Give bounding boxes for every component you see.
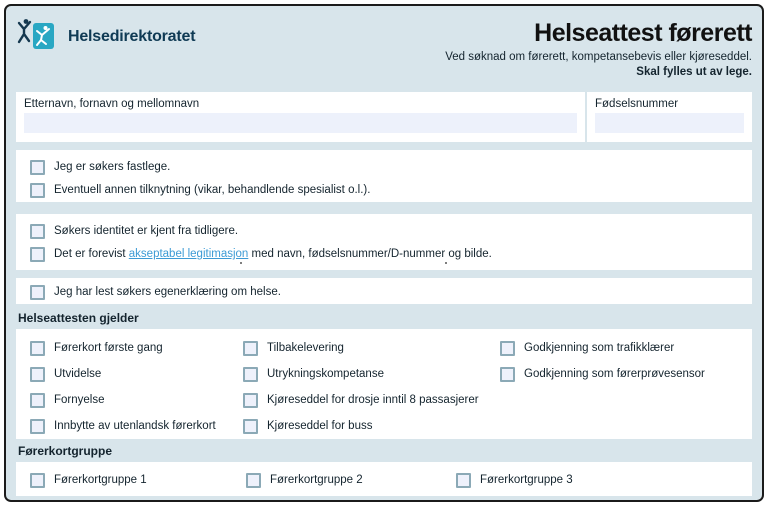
brand: [16, 18, 195, 55]
form-header: [16, 6, 752, 92]
checkbox-row: [16, 282, 752, 302]
checkbox-utrykningskompetanse[interactable]: [243, 367, 258, 382]
checkbox-forerkortgruppe-3[interactable]: [456, 473, 471, 488]
title-block: [445, 18, 752, 79]
checkbox-label: Innbytte av utenlandsk førerkort: [54, 420, 216, 432]
checkbox-kjoreseddel-drosje[interactable]: [243, 393, 258, 408]
checkbox-label: Førerkortgruppe 3: [480, 474, 573, 486]
checkbox-row: [243, 361, 500, 387]
applies-column-2: [243, 335, 500, 439]
name-section: [16, 92, 752, 142]
name-input[interactable]: [24, 113, 577, 133]
brand-name: Helsedirektoratet: [68, 27, 196, 45]
checkbox-label: Godkjenning som førerprøvesensor: [524, 368, 705, 380]
checkbox-row: [16, 244, 752, 264]
checkbox-forerkort-forste-gang[interactable]: [30, 341, 45, 356]
checkbox-label: Kjøreseddel for buss: [267, 420, 373, 432]
checkbox-fastlege[interactable]: [30, 160, 45, 175]
checkbox-row: [456, 470, 752, 490]
checkbox-label: Utvidelse: [54, 368, 102, 380]
fodselsnummer-cell: [587, 92, 752, 142]
checkbox-label: Eventuell annen tilknytning (vikar, behandlende spesialist o.l.).: [54, 184, 371, 196]
checkbox-row: [30, 413, 243, 439]
checkbox-row: [243, 413, 500, 439]
checkbox-row: [243, 387, 500, 413]
fodselsnummer-label: Fødselsnummer: [595, 98, 679, 110]
checkbox-annen-tilknytning[interactable]: [30, 183, 45, 198]
checkbox-row: [500, 361, 752, 387]
applies-section: [16, 329, 752, 439]
page-title: Helseattest førerett: [534, 19, 752, 47]
checkbox-legitimasjon[interactable]: [30, 247, 45, 262]
identity-section: [16, 214, 752, 270]
fodselsnummer-input[interactable]: [595, 113, 744, 133]
legitimasjon-text-post: med navn, fødselsnummer/D-nummer og bilde.: [248, 248, 492, 260]
name-label: Etternavn, fornavn og mellomnavn: [24, 98, 200, 110]
checkbox-label: [54, 248, 492, 260]
print-artifact-dot: [240, 262, 242, 264]
checkbox-utvidelse[interactable]: [30, 367, 45, 382]
checkbox-identitet-kjent[interactable]: [30, 224, 45, 239]
checkbox-tilbakelevering[interactable]: [243, 341, 258, 356]
name-cell: [16, 92, 585, 142]
checkbox-row: [500, 335, 752, 361]
checkbox-label: Jeg har lest søkers egenerklæring om helse.: [54, 286, 281, 298]
print-artifact-dot: [445, 262, 447, 264]
checkbox-label: Kjøreseddel for drosje inntil 8 passasjerer: [267, 394, 479, 406]
checkbox-label: Godkjenning som trafikklærer: [524, 342, 675, 354]
checkbox-label: Førerkortgruppe 1: [54, 474, 147, 486]
page-subtitle: Ved søknad om førerett, kompetansebevis eller kjøreseddel.: [445, 51, 752, 64]
section-heading-helseattesten-gjelder: Helseattesten gjelder: [18, 311, 139, 325]
legitimasjon-text-pre: Det er forevist: [54, 248, 129, 260]
checkbox-row: [16, 180, 752, 200]
section-heading-forerkortgruppe: Førerkortgruppe: [18, 444, 113, 458]
checkbox-label: Førerkortgruppe 2: [270, 474, 363, 486]
akseptabel-legitimasjon-link[interactable]: akseptabel legitimasjon: [128, 248, 249, 260]
checkbox-label: Fornyelse: [54, 394, 105, 406]
checkbox-egenerklaering[interactable]: [30, 285, 45, 300]
checkbox-row: [246, 470, 456, 490]
form-card: [4, 4, 764, 502]
checkbox-forerkortgruppe-1[interactable]: [30, 473, 45, 488]
checkbox-row: [30, 470, 246, 490]
checkbox-kjoreseddel-buss[interactable]: [243, 419, 258, 434]
checkbox-fornyelse[interactable]: [30, 393, 45, 408]
checkbox-row: [16, 221, 752, 241]
checkbox-innbytte-utenlandsk-forerkort[interactable]: [30, 419, 45, 434]
helsedirektoratet-logo-icon: [16, 18, 60, 55]
fill-note: Skal fylles ut av lege.: [636, 65, 752, 78]
checkbox-row: [16, 157, 752, 177]
checkbox-row: [30, 361, 243, 387]
checkbox-godkjenning-trafikklaerer[interactable]: [500, 341, 515, 356]
license-group-section: [16, 462, 752, 496]
checkbox-label: Jeg er søkers fastlege.: [54, 161, 171, 173]
checkbox-forerkortgruppe-2[interactable]: [246, 473, 261, 488]
checkbox-row: [243, 335, 500, 361]
checkbox-label: Tilbakelevering: [267, 342, 344, 354]
checkbox-label: Søkers identitet er kjent fra tidligere.: [54, 225, 239, 237]
checkbox-row: [30, 387, 243, 413]
checkbox-label: Førerkort første gang: [54, 342, 163, 354]
doctor-relation-section: [16, 150, 752, 202]
checkbox-godkjenning-forerprovesensor[interactable]: [500, 367, 515, 382]
applies-column-1: [30, 335, 243, 439]
checkbox-label: Utrykningskompetanse: [267, 368, 384, 380]
applies-column-3: [500, 335, 752, 439]
checkbox-row: [30, 335, 243, 361]
declaration-section: [16, 278, 752, 304]
